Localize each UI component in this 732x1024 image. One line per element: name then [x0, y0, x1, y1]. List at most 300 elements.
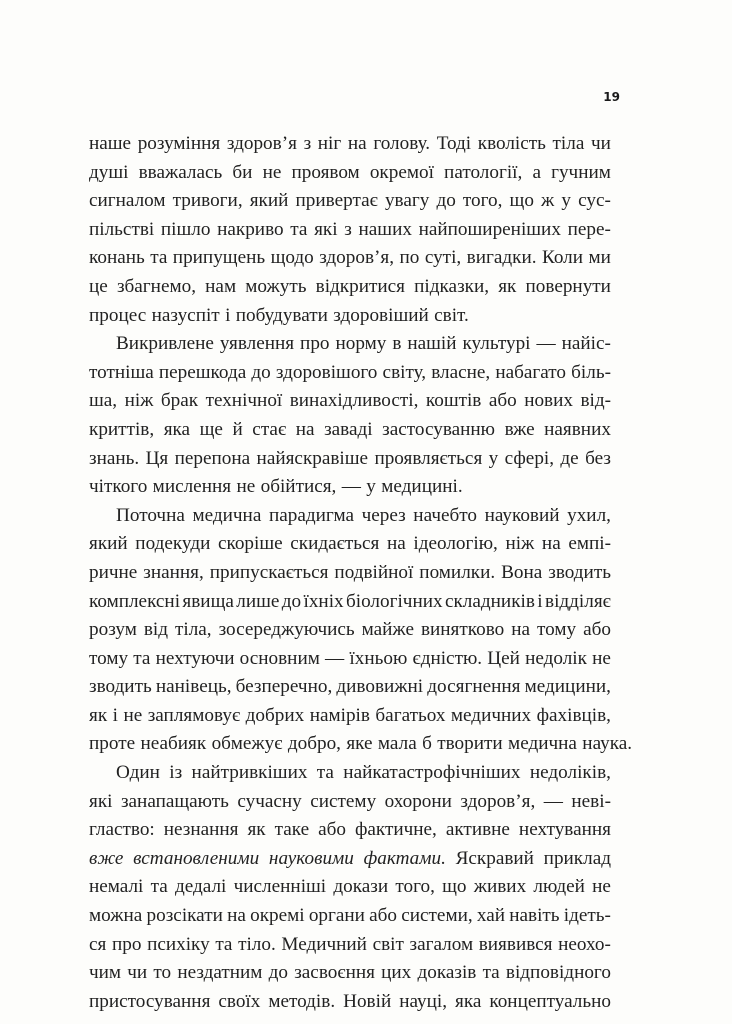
word: це	[89, 275, 108, 297]
word: світ	[372, 933, 404, 955]
word: технічної	[205, 390, 283, 412]
word: голову.	[373, 133, 431, 154]
word: скоріше	[217, 533, 283, 555]
word: —	[325, 647, 345, 669]
word: Новій	[343, 990, 392, 1012]
word: збагнемо,	[116, 275, 196, 297]
text-line	[89, 845, 611, 874]
word: нехтуючи	[155, 647, 235, 669]
word: проявляється	[374, 447, 483, 469]
word: не	[123, 704, 143, 726]
word: у	[488, 447, 499, 469]
word: дивовижні	[336, 676, 424, 698]
word: засвоєння	[294, 962, 375, 984]
word: привертає	[295, 190, 378, 212]
text-line	[89, 759, 611, 788]
word: неабияк	[140, 733, 207, 755]
word: власне,	[431, 361, 491, 383]
word: й	[232, 418, 243, 440]
text-line	[89, 216, 611, 245]
word: сучасну	[237, 790, 302, 812]
word: чим	[89, 962, 122, 984]
word: про	[111, 933, 142, 955]
word: в	[392, 333, 402, 355]
word: немалі	[89, 876, 144, 898]
word: нам	[205, 275, 237, 297]
word: явища	[182, 590, 234, 612]
word: навіть	[509, 905, 560, 927]
word: із	[169, 762, 183, 784]
text-line	[89, 473, 611, 502]
word: тотніша	[89, 361, 154, 383]
text-line	[89, 902, 611, 931]
text-line	[89, 959, 611, 988]
word: культурі	[462, 333, 531, 355]
word: фактами.	[363, 847, 446, 869]
word: приклад	[543, 847, 611, 869]
word: нашій	[407, 333, 457, 355]
word: недоліків,	[529, 762, 611, 784]
word: сигналом	[89, 190, 166, 212]
word: тіла	[552, 133, 585, 154]
word: біологічних	[346, 590, 443, 612]
word: емпі-	[568, 533, 611, 555]
word: та	[150, 247, 168, 269]
word: ніж	[124, 390, 154, 412]
text-line	[89, 559, 611, 588]
text-line	[89, 645, 611, 674]
word: знання,	[143, 561, 204, 583]
word: скидається	[290, 533, 380, 555]
word: ухил,	[567, 504, 611, 526]
word: намірів	[309, 704, 370, 726]
word: брак	[160, 390, 199, 412]
word: криттів,	[89, 418, 155, 440]
word: науці,	[399, 990, 448, 1012]
word: здоров’я,	[319, 247, 395, 269]
word: до	[251, 361, 271, 383]
word: найяскравіше	[256, 447, 369, 469]
word: зводить	[548, 561, 611, 583]
word: здоров’я,	[460, 790, 536, 812]
word: ніг	[317, 133, 342, 154]
word: ідеологію,	[413, 533, 498, 555]
word: пішло	[160, 218, 211, 240]
text-line	[89, 788, 611, 817]
word: патології,	[444, 161, 523, 183]
word: виявився	[478, 933, 553, 955]
word: їхніх	[303, 590, 344, 612]
text-line	[89, 673, 611, 702]
word: таке	[274, 819, 310, 841]
word: відкритися	[315, 275, 405, 297]
word: як	[89, 704, 108, 726]
word: ричне	[89, 561, 138, 583]
word: або	[318, 819, 346, 841]
word: лише	[236, 590, 280, 612]
word: та	[290, 218, 308, 240]
word: припущень	[172, 247, 266, 269]
word: психіку	[147, 933, 210, 955]
word: мислення	[152, 476, 232, 498]
word: заваді	[324, 418, 373, 440]
word: своїх	[218, 990, 261, 1012]
word: людей	[533, 876, 585, 898]
word: мала	[377, 733, 417, 755]
word: концептуально	[489, 990, 611, 1012]
word: та	[482, 962, 500, 984]
word: як	[498, 275, 517, 297]
word: подвійної	[334, 561, 414, 583]
word: живих	[473, 876, 527, 898]
word: по	[399, 247, 420, 269]
word: з	[344, 218, 352, 240]
word: або	[488, 390, 517, 412]
word: до	[281, 590, 302, 612]
word: які	[89, 790, 113, 812]
word: тіло.	[238, 933, 276, 955]
page-number: 19	[603, 90, 620, 104]
word: комплексні	[89, 590, 181, 612]
word: Тоді	[436, 133, 472, 154]
word: світ.	[434, 304, 469, 326]
word: занапащають	[120, 790, 229, 812]
text-line	[89, 502, 611, 531]
word: сфері,	[504, 447, 555, 469]
word: на	[227, 905, 246, 927]
word: процес	[89, 304, 147, 326]
word: знань.	[89, 447, 140, 469]
word: Поточна	[116, 504, 185, 526]
word: систему	[310, 790, 377, 812]
word: —	[341, 476, 361, 498]
word: де	[560, 447, 579, 469]
word: дедалі	[175, 876, 227, 898]
word: повернути	[525, 275, 611, 297]
word: можна	[89, 905, 143, 927]
word: гучним	[551, 161, 611, 183]
word: назуспіт	[151, 304, 220, 326]
word: перепона	[174, 447, 251, 469]
paragraph	[89, 759, 611, 1016]
word: обмежує	[211, 733, 283, 755]
word: проявом	[291, 161, 360, 183]
word: що	[442, 876, 467, 898]
word: як	[247, 819, 266, 841]
word: цих	[381, 962, 412, 984]
text-line	[89, 387, 611, 416]
paragraph	[89, 502, 633, 759]
word: обійтися,	[260, 476, 337, 498]
text-line	[89, 159, 611, 188]
word: добро,	[287, 733, 341, 755]
word: встановленими	[133, 847, 260, 869]
word: або	[369, 905, 398, 927]
word: Яскравий	[455, 847, 534, 869]
body-text	[89, 130, 633, 1016]
word: та	[150, 876, 168, 898]
word: не	[592, 647, 611, 669]
word: науковий	[484, 504, 560, 526]
text-line	[89, 730, 633, 759]
word: творити	[437, 733, 503, 755]
word: досягнення	[427, 676, 521, 698]
word: фахівців,	[536, 704, 611, 726]
word: доказів	[417, 962, 477, 984]
word: щодо	[270, 247, 314, 269]
word: медична	[192, 504, 262, 526]
text-line	[89, 702, 611, 731]
word: на	[386, 533, 406, 555]
word: нездатним	[177, 962, 263, 984]
word: вже	[89, 847, 124, 869]
word: пільстві	[89, 218, 155, 240]
word: багатьох	[375, 704, 446, 726]
text-line	[89, 445, 611, 474]
word: уявлення	[219, 333, 295, 355]
word: у	[561, 190, 571, 212]
word: зосереджуючись	[218, 619, 355, 641]
word: того,	[462, 190, 503, 212]
word: здоровіший	[333, 304, 429, 326]
word: численніші	[233, 876, 327, 898]
word: безперечно,	[235, 676, 333, 698]
word: охорони	[384, 790, 452, 812]
word: ще	[199, 418, 223, 440]
word: від	[143, 619, 168, 641]
word: ж	[541, 190, 555, 212]
word: і	[112, 704, 118, 726]
word: тривоги,	[172, 190, 243, 212]
word: до	[268, 962, 288, 984]
word: не	[236, 476, 256, 498]
word: основним	[239, 647, 320, 669]
word: і	[225, 304, 231, 326]
word: тіла,	[174, 619, 212, 641]
text-line	[89, 273, 611, 302]
word: та	[133, 647, 151, 669]
text-line	[89, 330, 611, 359]
text-line	[89, 931, 611, 960]
word: винятково	[420, 619, 505, 641]
text-line	[89, 187, 611, 216]
word: системи,	[401, 905, 473, 927]
word: розум	[89, 619, 137, 641]
word: ми	[588, 247, 611, 269]
text-line	[89, 988, 611, 1017]
word: чіткого	[89, 476, 148, 498]
word: ша,	[89, 390, 118, 412]
word: вигадки.	[466, 247, 537, 269]
word: розуміння	[137, 133, 221, 154]
word: не	[592, 876, 611, 898]
word: їхньою	[349, 647, 408, 669]
word: у	[366, 476, 376, 498]
word: єдністю.	[412, 647, 483, 669]
word: Цей	[487, 647, 520, 669]
word: фактичне,	[354, 819, 437, 841]
word: найіс-	[561, 333, 611, 355]
word: зводить	[89, 676, 152, 698]
word: відділяє	[545, 590, 611, 612]
word: нових	[524, 390, 573, 412]
word: незнання	[163, 819, 239, 841]
word: які	[314, 218, 338, 240]
word: Ця	[145, 447, 169, 469]
word: Вона	[501, 561, 543, 583]
text-line	[89, 302, 611, 331]
word: вважалась	[138, 161, 223, 183]
word: проте	[89, 733, 136, 755]
word: гластво:	[89, 819, 155, 841]
word: а	[532, 161, 541, 183]
word: на	[347, 133, 367, 154]
word: тому	[89, 647, 129, 669]
word: вже	[504, 418, 535, 440]
word: накриво	[217, 218, 284, 240]
word: помилки.	[419, 561, 496, 583]
word: наука.	[582, 733, 633, 755]
text-line	[89, 416, 611, 445]
word: яка	[163, 418, 191, 440]
word: і	[537, 590, 543, 612]
text-line	[89, 588, 611, 617]
word: окремої	[369, 161, 434, 183]
word: то	[153, 962, 172, 984]
word: ніж	[505, 533, 535, 555]
word: здоров’я	[226, 133, 297, 154]
word: найтривкіших	[191, 762, 308, 784]
word: найкатастрофічніших	[343, 762, 521, 784]
word: на	[541, 533, 561, 555]
word: Коли	[541, 247, 584, 269]
word: на	[511, 619, 531, 641]
word: пристосування	[89, 990, 211, 1012]
word: без	[585, 447, 611, 469]
word: медицини,	[524, 676, 611, 698]
word: розсікати	[146, 905, 223, 927]
word: здоровішого	[275, 361, 378, 383]
text-line	[89, 359, 611, 388]
word: норму	[335, 333, 387, 355]
word: науковими	[268, 847, 354, 869]
word: можуть	[245, 275, 307, 297]
word: наших	[358, 218, 412, 240]
word: на	[295, 418, 315, 440]
word: чи	[590, 133, 611, 154]
word: припускається	[209, 561, 329, 583]
word: суті,	[424, 247, 462, 269]
word: загалом	[409, 933, 474, 955]
word: яка	[455, 990, 482, 1012]
word: парадигма	[268, 504, 355, 526]
word: який	[89, 533, 128, 555]
word: добрих	[245, 704, 305, 726]
word: коштів	[425, 390, 482, 412]
word: душі	[89, 161, 129, 183]
word: або	[583, 619, 611, 641]
word: застосуванню	[382, 418, 496, 440]
word: чи	[127, 962, 148, 984]
word: медичних	[450, 704, 532, 726]
word: подекуди	[135, 533, 211, 555]
word: від-	[580, 390, 611, 412]
word: активне	[445, 819, 510, 841]
word: винахідливості,	[289, 390, 419, 412]
text-line	[89, 816, 611, 845]
paragraph	[89, 330, 611, 502]
word: неохо-	[558, 933, 611, 955]
word: не	[262, 161, 282, 183]
text-line	[89, 873, 611, 902]
word: того,	[395, 876, 435, 898]
word: конань	[89, 247, 145, 269]
word: Один	[116, 762, 160, 784]
word: Викривлене	[116, 333, 214, 355]
word: —	[543, 790, 563, 812]
word: світу,	[382, 361, 427, 383]
word: медична	[508, 733, 577, 755]
word: окремі	[250, 905, 305, 927]
word: ідеть-	[563, 905, 611, 927]
word: відповідного	[505, 962, 611, 984]
word: би	[232, 161, 253, 183]
word: кволість	[477, 133, 546, 154]
word: що	[509, 190, 534, 212]
word: набагато	[495, 361, 567, 383]
word: недолік	[525, 647, 587, 669]
word: б	[422, 733, 432, 755]
paragraph	[89, 130, 611, 330]
word: складників	[444, 590, 535, 612]
word: ся	[89, 933, 107, 955]
word: органи	[308, 905, 365, 927]
word: з	[303, 133, 312, 154]
text-line	[89, 130, 611, 159]
word: та	[316, 762, 334, 784]
word: нехтування	[518, 819, 611, 841]
word: який	[249, 190, 289, 212]
word: про	[300, 333, 330, 355]
word: стає	[252, 418, 287, 440]
word: та	[215, 933, 233, 955]
word: —	[536, 333, 556, 355]
word: до	[436, 190, 456, 212]
word: побудувати	[235, 304, 328, 326]
word: нанівець,	[155, 676, 232, 698]
word: наше	[89, 133, 132, 154]
text-line	[89, 530, 611, 559]
word: підказки,	[414, 275, 490, 297]
word: методів.	[268, 990, 336, 1012]
word: заплямовує	[147, 704, 241, 726]
word: перешкода	[158, 361, 247, 383]
word: хай	[476, 905, 506, 927]
word: увагу	[384, 190, 430, 212]
word: неві-	[571, 790, 611, 812]
word: найпоширеніших	[418, 218, 561, 240]
word: Медичний	[281, 933, 367, 955]
word: начебто	[413, 504, 477, 526]
word: наявних	[544, 418, 611, 440]
word: через	[361, 504, 406, 526]
word: яке	[346, 733, 373, 755]
word: тому	[537, 619, 577, 641]
word: докази	[333, 876, 389, 898]
word: пере-	[567, 218, 611, 240]
text-line	[89, 616, 611, 645]
text-line	[89, 244, 611, 273]
